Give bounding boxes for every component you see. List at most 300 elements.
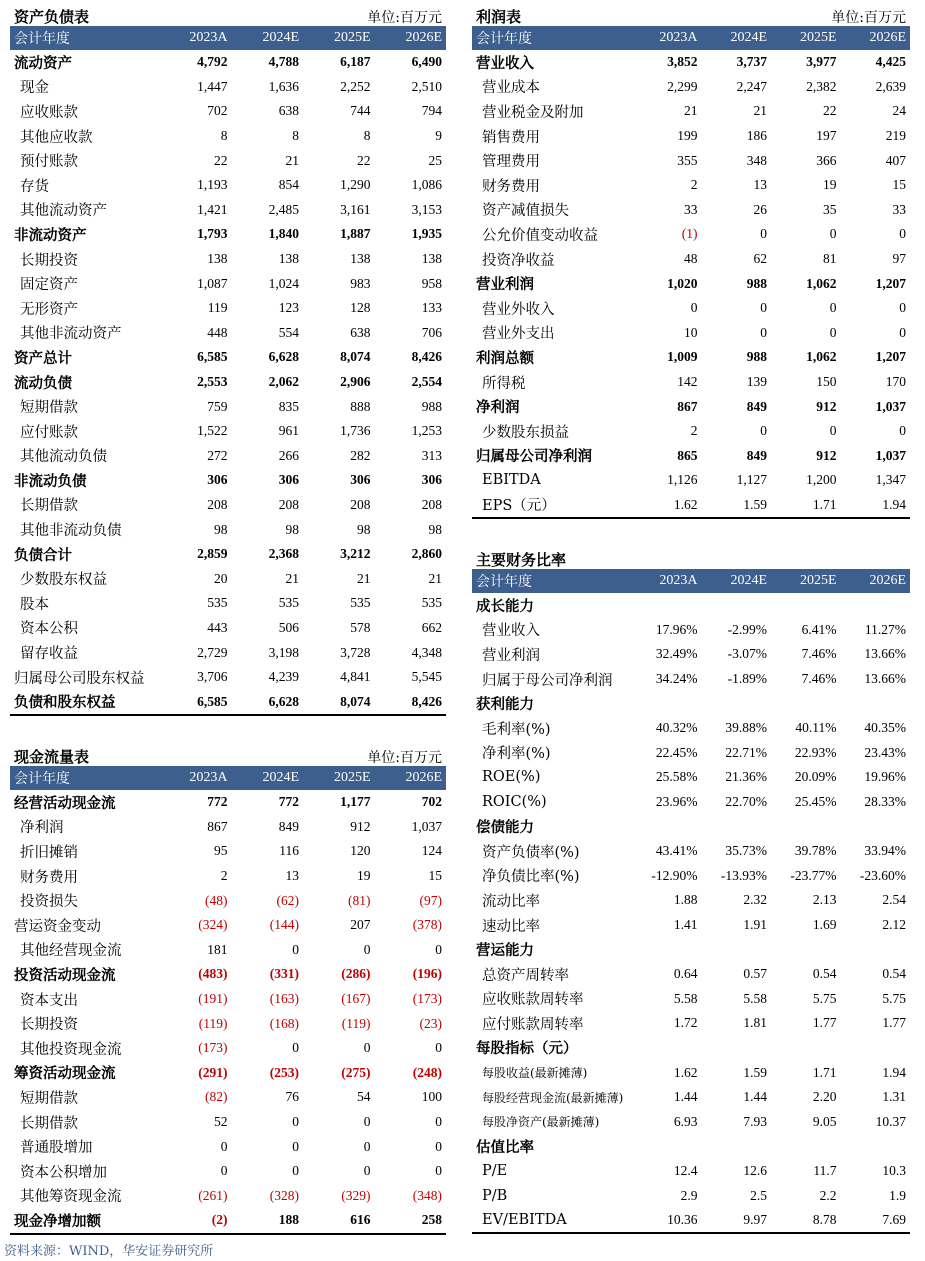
row-label: 归属母公司净利润 [476,448,592,466]
cell-value: 306 [207,472,228,488]
row-label: 利润总额 [476,349,534,367]
cell-value [632,691,702,716]
cell-value: 0 [363,1114,371,1130]
row-label: 现金 [20,80,49,97]
table-row [10,345,446,370]
cell-value: 313 [421,447,442,463]
income-statement-panel [472,4,910,519]
row-label: 财务费用 [482,178,540,195]
cell-value: 40.11% [795,720,837,736]
row-label: 折旧摊销 [20,844,78,861]
row-label: 应收账款周转率 [482,992,584,1009]
table-row [472,642,910,667]
cell-value: -13.93% [720,867,767,883]
cell-value: 10.36 [632,1208,702,1234]
cell-value: 0.64 [673,966,698,982]
cell-value: 2,510 [411,78,442,94]
cell-value: 1,207 [875,275,906,291]
table-row [10,962,446,987]
cell-value: 0 [435,941,442,957]
cell-value: 2,062 [268,374,299,390]
cell-value: 1,935 [411,226,442,242]
cell-value: 0 [690,300,698,316]
table-row [472,222,910,247]
income-statement-title: 利润表 [476,8,522,26]
cell-value: 1,062 [806,349,837,365]
row-label: P/B [482,1187,508,1204]
cell-value: 1.94 [882,1064,906,1080]
cell-value: 0 [829,300,837,316]
cell-value: 306 [421,472,442,488]
row-label: 资本支出 [20,992,78,1009]
cell-value: 13 [753,177,767,193]
row-label: 营业利润 [482,647,540,664]
balance-sheet-title: 资产负债表 [14,8,90,26]
row-label: 每股收益(最新摊薄) [482,1066,588,1081]
cell-value: 1,177 [340,794,371,810]
row-label: 长期投资 [20,252,78,269]
cell-value [702,593,772,618]
table-row [10,938,446,963]
cell-value: 306 [350,472,371,488]
cell-value: (261) [198,1187,228,1203]
cell-value: 0 [435,1114,442,1130]
cell-value: 12.4 [673,1162,698,1178]
cell-value: 124 [421,843,442,859]
cell-value: 11.7 [813,1162,837,1178]
cell-value: 348 [746,152,767,168]
cell-value: 2 [220,868,228,884]
cell-value: (191) [198,991,228,1007]
cell-value: 25 [428,152,442,168]
cell-value: 1,086 [411,177,442,193]
table-row [10,640,446,665]
table-row [10,296,446,321]
row-label: 营业税金及附加 [482,104,584,121]
cell-value: 266 [278,447,299,463]
cell-value: (82) [205,1089,228,1105]
header-year: 2026E [375,766,447,790]
table-row [10,1134,446,1159]
cell-value: 2,859 [197,546,228,562]
cell-value: 13.66% [864,646,906,662]
cell-value: (483) [198,966,228,982]
row-label: 短期借款 [20,1090,78,1107]
cell-value: 1,037 [875,447,906,463]
cell-value [702,1036,772,1061]
table-row [10,913,446,938]
cell-value: 119 [207,300,228,316]
cell-value: 22.93% [794,744,837,760]
cell-value [771,1134,841,1159]
cell-value: 2.20 [812,1089,837,1105]
cell-value: 616 [303,1208,375,1234]
cell-value: (196) [412,966,442,982]
row-label: 少数股东损益 [482,424,569,441]
cell-value: 0 [760,300,767,316]
table-row [10,271,446,296]
header-year: 2024E [232,26,304,50]
table-row [472,741,910,766]
table-row [472,691,910,716]
cell-value: (275) [341,1064,371,1080]
cell-value: 123 [278,300,299,316]
cell-value: 867 [677,398,698,414]
cell-value [632,1036,702,1061]
cell-value: 6,187 [340,54,371,70]
cell-value: 1,347 [875,472,906,488]
table-row [10,864,446,889]
row-label: 资本公积 [20,621,78,638]
cell-value [771,1036,841,1061]
cell-value: 2.54 [882,892,906,908]
cell-value: 97 [892,251,906,267]
cell-value: 12.6 [743,1162,767,1178]
table-row [10,173,446,198]
table-row [472,124,910,149]
cell-value: 2,382 [806,78,837,94]
cell-value: 912 [350,818,371,834]
cell-value: 2 [690,177,698,193]
cell-value: 24 [892,103,906,119]
cash-flow-title: 现金流量表 [14,748,90,766]
cell-value: 983 [350,275,371,291]
header-label: 会计年度 [10,766,160,790]
row-label: 负债合计 [14,546,72,564]
cell-value: (2) [160,1208,232,1234]
row-label: 其他非流动负债 [20,523,122,540]
table-row [472,148,910,173]
row-label: EBITDA [482,472,541,489]
row-label: 非流动资产 [14,226,87,244]
cell-value: 4,788 [268,54,299,70]
row-label: 筹资活动现金流 [14,1065,116,1083]
cell-value: 7.46% [801,671,837,687]
table-row [472,394,910,419]
row-label: 净利润 [20,820,64,837]
cell-value: 33 [684,201,698,217]
cell-value: 2,906 [340,374,371,390]
cell-value: 578 [350,619,371,635]
cell-value: 366 [816,152,837,168]
row-label: 流动负债 [14,374,72,392]
cell-value: 6,628 [232,689,304,715]
cell-value: 8,426 [375,689,447,715]
cell-value: 1.94 [841,493,911,519]
row-label: 预付账款 [20,154,78,171]
cell-value: (253) [269,1064,299,1080]
row-label: 总资产周转率 [482,967,569,984]
table-row [472,493,910,519]
row-label: EPS（元） [472,493,632,519]
cell-value: 0 [760,423,767,439]
cell-value: -23.60% [859,867,906,883]
row-label: 获利能力 [476,696,534,714]
header-year: 2025E [771,569,841,593]
cell-value: 535 [207,595,228,611]
table-row [472,962,910,987]
cell-value: 772 [278,794,299,810]
cell-value: 1,062 [806,275,837,291]
cell-value: 8.78 [771,1208,841,1234]
cell-value: 98 [428,521,442,537]
cell-value: 128 [350,300,371,316]
table-row [10,75,446,100]
cell-value: (328) [269,1187,299,1203]
cell-value: 988 [746,349,767,365]
table-row [472,1109,910,1134]
header-row [10,766,446,790]
row-label: 营业收入 [476,54,534,72]
table-row [472,667,910,692]
cell-value: 0 [829,324,837,340]
cell-value: 5.58 [743,990,767,1006]
cell-value [702,814,772,839]
table-row [10,790,446,815]
row-label: 其他筹资现金流 [20,1189,122,1206]
income-statement-table [472,26,910,519]
cell-value: (62) [276,892,299,908]
row-label: 现金净增加额 [10,1208,160,1234]
cell-value: 15 [892,177,906,193]
table-row [10,888,446,913]
cell-value: (97) [419,892,442,908]
cell-value: 133 [421,300,442,316]
cell-value: 17.96% [655,621,698,637]
cell-value: 1.44 [743,1089,767,1105]
cell-value: 22.71% [725,744,767,760]
cell-value: 1.62 [632,493,702,519]
cell-value: 188 [232,1208,304,1234]
table-row [472,419,910,444]
cell-value: 912 [816,447,837,463]
cell-value: 0 [899,226,906,242]
cell-value: 1,020 [667,275,698,291]
cell-value: 8,426 [411,349,442,365]
row-label: 长期投资 [20,1017,78,1034]
cell-value: 0 [292,1040,299,1056]
row-label: 负债和股东权益 [10,689,160,715]
row-label: 公允价值变动收益 [482,227,598,244]
cell-value: -2.99% [727,621,767,637]
row-label: 资产负债率(%) [482,844,580,861]
header-year: 2025E [303,766,375,790]
cell-value: (48) [205,892,228,908]
header-year: 2024E [232,766,304,790]
cell-value: 208 [421,496,442,512]
cell-value: 535 [421,595,442,611]
cell-value: 4,425 [875,54,906,70]
cell-value: 759 [207,398,228,414]
cell-value: 0 [829,423,837,439]
row-label: 毛利率(%) [482,721,551,738]
row-label: 流动比率 [482,893,540,910]
cell-value: 3,161 [340,201,371,217]
cell-value: 6,628 [268,349,299,365]
cell-value: 535 [350,595,371,611]
row-label: 成长能力 [476,597,534,615]
ratios-table [472,569,910,1234]
cell-value: 25.45% [794,794,837,810]
row-label: 营业利润 [476,276,534,294]
header-year: 2023A [160,26,232,50]
cell-value: 1,636 [268,78,299,94]
table-row [10,148,446,173]
cell-value: (378) [412,917,442,933]
cell-value: 120 [350,843,371,859]
balance-sheet-table [10,26,446,716]
table-row [10,394,446,419]
cell-value: 48 [684,251,698,267]
cell-value: 3,728 [340,644,371,660]
cell-value: 1,840 [268,226,299,242]
table-row [10,839,446,864]
cell-value: (1) [681,226,698,242]
cell-value: 22.70% [725,794,767,810]
row-label: 长期借款 [20,1115,78,1132]
cell-value: 0 [899,324,906,340]
cell-value: 506 [278,619,299,635]
cell-value: 52 [214,1114,228,1130]
cell-value: 62 [753,251,767,267]
cell-value: 1,736 [340,423,371,439]
cell-value: 835 [278,398,299,414]
table-row [10,517,446,542]
table-row [10,222,446,247]
row-label: EV/EBITDA [472,1208,632,1234]
table-row [10,468,446,493]
cell-value: 1.77 [882,1015,906,1031]
cell-value: 21 [428,570,442,586]
row-label: 资产总计 [14,349,72,367]
cell-value: (331) [269,966,299,982]
cell-value: 306 [278,472,299,488]
table-row [10,1061,446,1086]
header-row [10,26,446,50]
row-label: 每股指标（元） [476,1040,578,1058]
cell-value: 1,887 [340,226,371,242]
income-statement-unit: 单位:百万元 [831,10,906,26]
cell-value: 22 [214,152,228,168]
cell-value: 0 [760,324,767,340]
cell-value: 6,490 [411,54,442,70]
cell-value: 138 [278,251,299,267]
cell-value: 1,447 [197,78,228,94]
header-year: 2023A [632,569,702,593]
row-label: 其他应收款 [20,129,93,146]
cell-value: 7.93 [743,1113,767,1129]
table-row [10,1184,446,1209]
row-label: 资本公积增加 [20,1164,107,1181]
header-label: 会计年度 [472,569,632,593]
row-label: 营运能力 [476,942,534,960]
ratios-title-bar [472,547,910,569]
row-label: 经营活动现金流 [14,794,116,812]
table-row [10,1011,446,1036]
cell-value: 1.59 [743,1064,767,1080]
cell-value: 25.58% [655,769,698,785]
cell-value: 2,554 [411,374,442,390]
cell-value [632,937,702,962]
cell-value: 98 [285,521,299,537]
table-row [10,1036,446,1061]
cell-value: 961 [278,423,299,439]
header-row [472,26,910,50]
cell-value [771,691,841,716]
cell-value: 1.72 [673,1015,698,1031]
table-row [10,616,446,641]
table-row [472,173,910,198]
cell-value: 116 [279,843,299,859]
table-row [472,271,910,296]
cell-value: 2.12 [882,917,906,933]
table-row [10,198,446,223]
cell-value: 1,193 [197,177,228,193]
cell-value: 1,037 [411,818,442,834]
cell-value: 1.81 [743,1015,767,1031]
cell-value: 0 [435,1040,442,1056]
cell-value: 2.13 [812,892,837,908]
cell-value: 1.62 [673,1064,698,1080]
cell-value: 865 [677,447,698,463]
table-row [10,370,446,395]
cell-value: 888 [350,398,371,414]
cell-value: 39.88% [725,720,767,736]
cash-flow-table [10,766,446,1235]
cell-value: 1,087 [197,275,228,291]
cell-value: 1,793 [197,226,228,242]
cell-value: 3,153 [411,201,442,217]
cell-value: 1,421 [197,201,228,217]
row-label: ROE(%) [482,769,541,786]
row-label: 投资活动现金流 [14,966,116,984]
cell-value: 1,009 [667,349,698,365]
cell-value: 23.43% [864,744,906,760]
cell-value: 22.45% [655,744,698,760]
row-label: 所得税 [482,375,526,392]
cell-value: 208 [278,496,299,512]
cell-value: 1.41 [673,917,698,933]
table-row [472,1159,910,1184]
cell-value: 9 [435,128,442,144]
cell-value: 2,252 [340,78,371,94]
cell-value: 2,299 [667,78,698,94]
cell-value: 849 [746,447,767,463]
cell-value: 170 [885,374,906,390]
row-label: 其他流动负债 [20,449,107,466]
cell-value: 448 [207,324,228,340]
table-row [10,50,446,75]
table-row [472,913,910,938]
cell-value: 0 [363,1138,371,1154]
cell-value: 794 [421,103,442,119]
cell-value: 0 [760,226,767,242]
row-label: 固定资产 [20,277,78,294]
row-label: 非流动负债 [14,472,87,490]
cell-value: 706 [421,324,442,340]
cell-value: (81) [348,892,371,908]
cell-value: 958 [421,275,442,291]
header-label: 会计年度 [10,26,160,50]
cell-value: 3,198 [268,644,299,660]
cell-value: 10 [684,324,698,340]
table-row [10,444,446,469]
cell-value: 1,037 [875,398,906,414]
cell-value: 1.91 [743,917,767,933]
row-label: 存货 [20,178,49,195]
cell-value: 40.32% [655,720,698,736]
cell-value: 35.73% [725,843,767,859]
